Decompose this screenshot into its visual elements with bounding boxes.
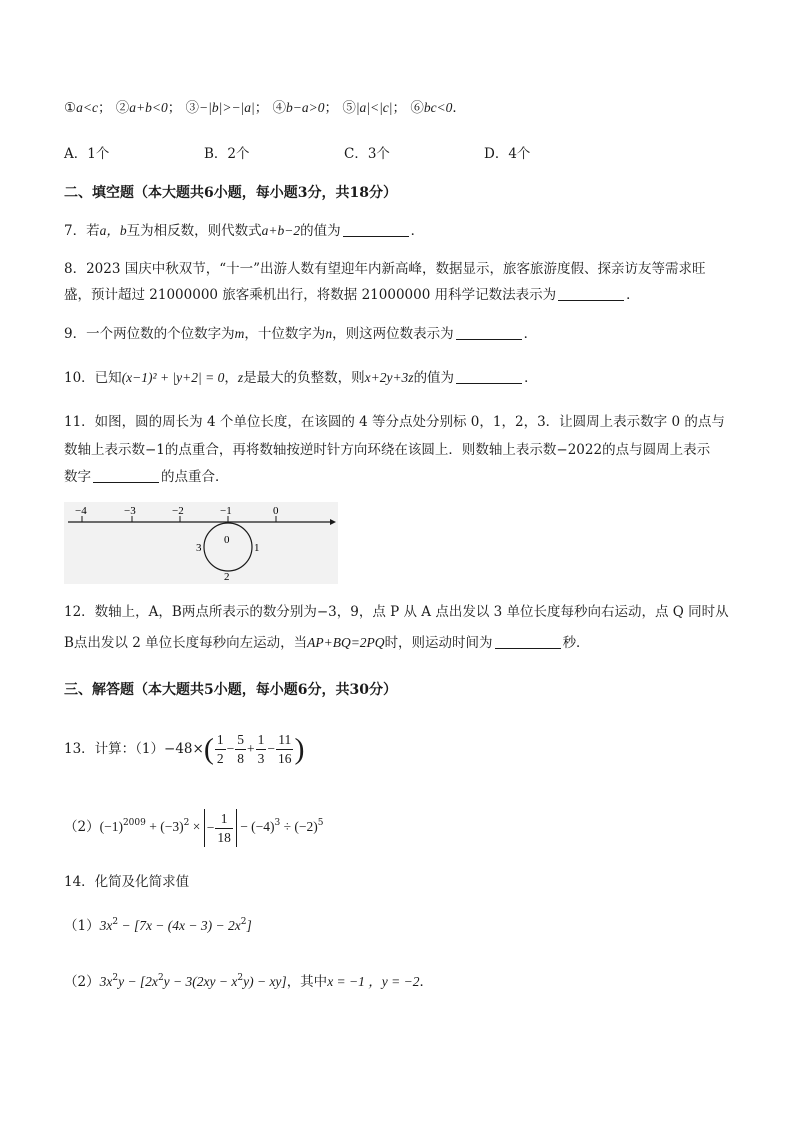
tick-label: −3 (124, 505, 136, 517)
math-term: 3x (99, 918, 113, 933)
q14-condition: x = −1 ，y = −2 (327, 974, 420, 989)
fraction: $\frac{1}{2}$ (216, 732, 224, 766)
q11-line-1: 11．如图，圆的周长为 4 个单位长度，在该圆的 4 等分点处分别标 0，1，2，3．让圆周上表示数字 0 的点与 (64, 414, 725, 430)
q10-equation: (x−1)² + |y+2| = 0 (121, 370, 225, 385)
circle-label: 1 (254, 542, 260, 554)
math-term: y − [2x (118, 974, 158, 989)
section-3-heading: 三、解答题（本大题共5小题，每小题6分，共30分） (64, 682, 397, 698)
q6-s1-mark: ① (64, 100, 77, 116)
q6-s2-expr: a+b<0 (129, 100, 168, 115)
q7-expr: a+b−2 (261, 223, 301, 238)
q7-vars: a，b (99, 223, 127, 238)
q6-s3-mark: ③ (185, 100, 200, 116)
q9-pre: 9．一个两位数的个位数字为 (64, 326, 235, 342)
tick-label: −1 (220, 505, 232, 517)
q6-s5-expr: |a|<|c| (355, 100, 393, 115)
q6-sep: ； (254, 100, 269, 116)
q12-line-2-mid: 时，则运动时间为 (384, 635, 493, 651)
math-term: y) − xy] (243, 974, 287, 989)
q9-var-m: m (234, 326, 245, 341)
q6-s4-mark: ④ (272, 100, 287, 116)
math-term: (−1) (99, 819, 123, 834)
fraction: $\frac{1}{3}$ (257, 732, 265, 766)
q7 (64, 221, 424, 241)
q14-cond-pre: ，其中 (286, 974, 328, 990)
q11-line-3-pre: 数字 (64, 469, 91, 485)
unit-circle (204, 523, 252, 571)
q14-p2-label: （2） (64, 974, 100, 990)
exponent: 2009 (122, 818, 146, 828)
math-term: y − 3(2xy − x (163, 974, 238, 989)
tick-label: 0 (273, 505, 279, 517)
tick-label: −4 (75, 505, 87, 517)
q14-part-2 (64, 972, 433, 992)
exponent: 5 (317, 818, 324, 828)
q6-option-c: C．3个 (344, 146, 390, 162)
q6-statements (64, 98, 466, 118)
q6-option-b: B．2个 (204, 146, 250, 162)
q7-post: 的值为 (300, 223, 341, 239)
q10-var-z: z (237, 370, 244, 385)
exponent: 2 (112, 917, 119, 927)
math-term: ] (246, 918, 252, 933)
q6-sep: ； (324, 100, 339, 116)
q8-line-2-text: 盛，预计超过 21000000 旅客乘机出行，将数据 21000000 用科学记数法表示为 (64, 287, 557, 303)
q8-line-1: 8．2023 国庆中秋双节，“十一”出游人数有望迎年内新高峰，数据显示，旅客旅游度假、探亲访友等需求旺 (64, 261, 706, 277)
q12-line-2 (64, 633, 590, 653)
math-term: − [7x − (4x − 3) − 2x (118, 918, 241, 933)
q11-line-3-post: 的点重合． (161, 469, 229, 485)
circle-label: 2 (224, 571, 230, 583)
q9-post: ，则这两位数表示为 (332, 326, 454, 342)
q6-s3-expr: −|b|>−|a| (199, 100, 255, 115)
section-2-heading: 二、填空题（本大题共6小题，每小题3分，共18分） (64, 185, 397, 201)
q10-comma: ， (224, 370, 238, 386)
q10 (64, 368, 538, 388)
q6-s4-expr: b−a>0 (286, 100, 325, 115)
q8-line-2 (64, 285, 640, 305)
q7-pre: 7．若 (64, 223, 100, 239)
number-line-svg (64, 502, 338, 584)
q13-part-1: 13．计算：（1）−48×( $\frac{1}{2}$ − $\frac{5}{8}$ + $\frac{1}{3}$ − $\frac{11}{16}$ ) (64, 732, 305, 766)
q9-mid: ，十位数字为 (244, 326, 326, 342)
q14-end: ． (419, 974, 433, 990)
absolute-value (204, 809, 237, 847)
exponent: 2 (240, 917, 247, 927)
q6-sep: ； (392, 100, 407, 116)
q7-mid: 互为相反数，则代数式 (126, 223, 262, 239)
operator: − (267, 741, 275, 756)
q13-part-2 (64, 808, 324, 847)
exponent: 2 (112, 973, 119, 983)
q6-s5-mark: ⑤ (342, 100, 356, 116)
q10-expr: x+2y+3z (364, 370, 414, 385)
q6-sep: ； (97, 100, 112, 116)
q6-s6-mark: ⑥ (410, 100, 424, 116)
q13-p2-label: （2） (64, 819, 100, 835)
answer-blank[interactable] (343, 222, 409, 237)
operator: − (226, 741, 235, 756)
q11-line-3 (64, 467, 229, 487)
q14-p1-label: （1） (64, 918, 100, 934)
math-term: − (−4) (236, 819, 275, 834)
q8-end: ． (626, 287, 640, 303)
number-line-figure (64, 502, 338, 584)
math-term: ÷ (−2) (280, 819, 318, 834)
circle-label: 3 (196, 542, 202, 554)
q14-part-1 (64, 916, 252, 936)
q12-line-2-end: 秒． (562, 635, 590, 651)
q10-pre: 10．已知 (64, 370, 122, 386)
q12-equation: AP+BQ=2PQ (307, 635, 385, 650)
circle-label: 0 (224, 534, 230, 546)
operator: × (189, 819, 204, 834)
q12-line-2-pre: B点出发以 2 单位长度每秒向左运动，当 (64, 635, 308, 651)
q14-title: 14．化简及化简求值 (64, 874, 190, 890)
answer-blank[interactable] (456, 369, 522, 384)
q10-mid: 是最大的负整数，则 (243, 370, 365, 386)
exponent: 2 (237, 973, 244, 983)
exponent: 2 (183, 818, 190, 828)
q9 (64, 324, 537, 344)
operator: − (206, 819, 215, 835)
fraction: $\frac{11}{16}$ (277, 732, 292, 766)
q10-end: ． (524, 370, 538, 386)
q9-end: ． (523, 326, 538, 342)
q6-sep: ； (167, 100, 182, 116)
exponent: 3 (274, 818, 281, 828)
math-term: 3x (99, 974, 113, 989)
fraction: $\frac{5}{8}$ (237, 732, 244, 766)
tick-label: −2 (172, 505, 184, 517)
q6-end: ． (452, 100, 466, 116)
answer-blank[interactable] (93, 468, 159, 483)
q7-end: ． (410, 223, 425, 239)
q9-var-n: n (325, 326, 333, 341)
q6-option-a: A．1个 (64, 146, 110, 162)
q13-pre: 13．计算：（1）−48× (64, 741, 204, 757)
axis-arrow-icon (330, 519, 336, 525)
q6-s2-mark: ② (115, 100, 130, 116)
exponent: 2 (157, 973, 164, 983)
q6-s1-expr: a<c (76, 100, 98, 115)
q11-line-2: 数轴上表示数−1的点重合，再将数轴按逆时针方向环绕在该圆上．则数轴上表示数−2022的点与圆周上表示 (64, 442, 711, 458)
q6-s6-expr: bc<0 (423, 100, 453, 115)
q12-line-1: 12．数轴上，A，B两点所表示的数分别为−3，9，点 P 从 A 点出发以 3 单位长度每秒向右运动，点 Q 同时从 (64, 604, 729, 620)
q6-option-d: D．4个 (484, 146, 531, 162)
answer-blank[interactable] (558, 286, 624, 301)
fraction: $\frac{1}{18}$ (217, 810, 231, 845)
operator: + (246, 741, 255, 756)
answer-blank[interactable] (495, 634, 561, 649)
q10-post: 的值为 (413, 370, 455, 386)
answer-blank[interactable] (456, 325, 522, 340)
math-term: + (−3) (145, 819, 184, 834)
